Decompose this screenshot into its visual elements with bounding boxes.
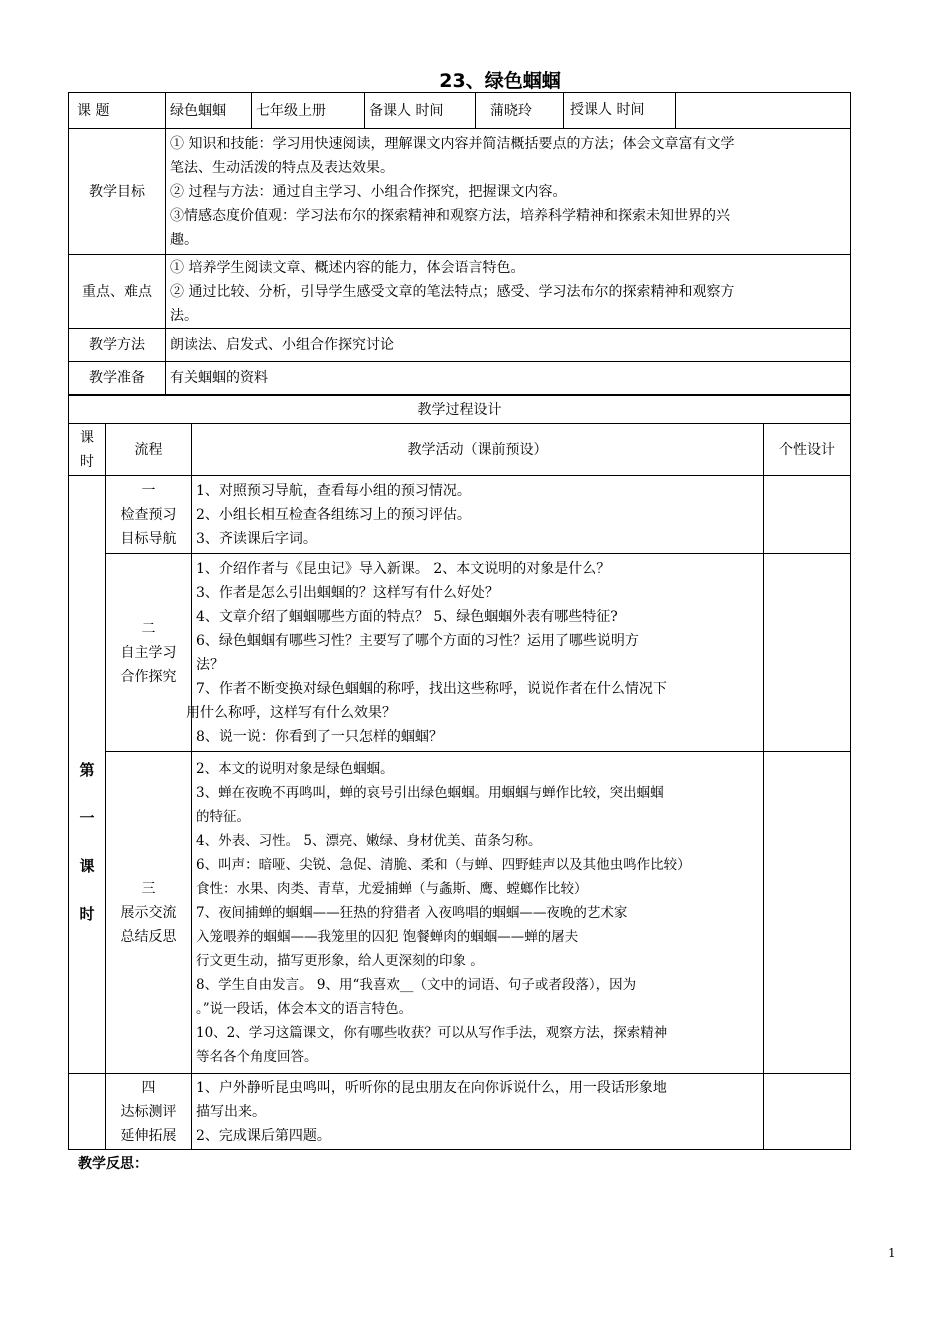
period-label (69, 476, 106, 1074)
keypoints-line: 法。 (170, 307, 198, 324)
flow-header: 流程 (106, 424, 192, 476)
activity-line: 6、叫声：暗哑、尖锐、急促、清脆、柔和（与蝉、四野蛙声以及其他虫鸣作比较） (196, 856, 691, 873)
activity-line: 描写出来。 (196, 1103, 266, 1120)
preparation-value: 有关蝈蝈的资料 (166, 362, 851, 395)
activity-line: 等名各个角度回答。 (196, 1048, 318, 1065)
method-value: 朗读法、启发式、小组合作探究讨论 (166, 329, 851, 362)
flow-cell (106, 752, 192, 1074)
flow-line: 延伸拓展 (120, 1127, 177, 1144)
flow-line: 四 (141, 1079, 156, 1096)
personal-cell (764, 554, 851, 752)
flow-line: 合作探究 (120, 668, 177, 685)
flow-line: 目标导航 (120, 530, 177, 547)
activity-line: 1、对照预习导航，查看每小组的预习情况。 (196, 482, 471, 499)
personal-cell (764, 1074, 851, 1150)
period-char: 第 (79, 760, 95, 779)
flow-line: 总结反思 (120, 928, 177, 945)
period-empty-cell (69, 1074, 106, 1150)
personal-header: 个性设计 (764, 424, 851, 476)
activity-line: 8、学生自由发言。 9、用“我喜欢__（文中的词语、句子或者段落），因为 (196, 976, 637, 993)
flow-cell (106, 1074, 192, 1150)
flow-line: 检查预习 (120, 506, 177, 523)
flow-cell (106, 476, 192, 554)
goals-content (166, 129, 851, 255)
reflection-label: 教学反思： (78, 1156, 148, 1172)
personal-cell (764, 476, 851, 554)
activity-line: 3、作者是怎么引出蝈蝈的？这样写有什么好处？ (196, 584, 499, 601)
activity-line: 的特征。 (196, 808, 250, 825)
activity-cell (192, 1074, 764, 1150)
flow-line: 三 (141, 880, 156, 897)
topic-label: 课 题 (69, 93, 166, 129)
activity-line: 2、小组长相互检查各组练习上的预习评估。 (196, 506, 471, 523)
period-char: 一 (79, 808, 95, 827)
activity-line: 食性：水果、肉类、青草，尤爱捕蝉（与螽斯、鹰、螳螂作比较） (196, 880, 588, 897)
activity-cell (186, 554, 764, 752)
activity-line: 2、本文的说明对象是绿色蝈蝈。 (196, 760, 394, 777)
activity-line: 4、外表、习性。 5、漂亮、嫩绿、身材优美、苗条匀称。 (196, 832, 542, 849)
flow-line: 展示交流 (120, 904, 177, 921)
preparation-label: 教学准备 (69, 362, 166, 395)
goals-line: ② 过程与方法：通过自主学习、小组合作探究，把握课文内容。 (170, 183, 567, 200)
method-label: 教学方法 (69, 329, 166, 362)
activity-line: 4、文章介绍了蝈蝈哪些方面的特点？ 5、绿色蝈蝈外表有哪些特征? (196, 608, 618, 625)
keypoints-content (166, 255, 851, 329)
page-number: 1 (888, 1246, 896, 1260)
activity-line: 3、齐读课后字词。 (196, 530, 317, 547)
teach-label (564, 93, 851, 129)
keypoints-line: ② 通过比较、分析，引导学生感受文章的笔法特点；感受、学习法布尔的探索精神和观察方 (170, 283, 735, 300)
goals-label: 教学目标 (69, 129, 166, 255)
activity-line: 2、完成课后第四题。 (196, 1127, 331, 1144)
process-heading: 教学过程设计 (69, 396, 851, 424)
process-table (68, 395, 851, 1150)
goals-line: 趣。 (170, 231, 198, 248)
flow-cell (106, 554, 192, 752)
activity-line: 10、2、学习这篇课文，你有哪些收获？可以从写作手法，观察方法，探索精神 (196, 1024, 668, 1041)
keypoints-label: 重点、难点 (69, 255, 166, 329)
activity-line: 入笼喂养的蝈蝈——我笼里的囚犯 饱餐蝉肉的蝈蝈——蝉的屠夫 (196, 928, 579, 945)
goals-line: ③情感态度价值观：学习法布尔的探索精神和观察方法，培养科学精神和探索未知世界的兴 (170, 207, 730, 224)
goals-line: 笔法、生动活泼的特点及表达效果。 (170, 159, 394, 176)
activity-cell (192, 752, 764, 1074)
activity-line: 法？ (196, 656, 224, 673)
flow-line: 二 (141, 620, 156, 637)
page-title: 23、绿色蝈蝈 (439, 70, 561, 92)
period-char: 时 (79, 904, 95, 923)
flow-line: 一 (141, 482, 156, 499)
period-header: 课时 (69, 424, 106, 476)
activity-cell (192, 476, 764, 554)
grade-value: 七年级上册 (252, 93, 365, 129)
activity-line: 3、蝉在夜晚不再鸣叫，蝉的哀号引出绿色蝈蝈。用蝈蝈与蝉作比较，突出蝈蝈 (196, 784, 664, 801)
prep-name: 蒲晓玲 (476, 93, 564, 129)
goals-line: ① 知识和技能：学习用快速阅读，理解课文内容并简洁概括要点的方法；体会文章富有文学 (170, 135, 735, 152)
topic-value: 绿色蝈蝈 (166, 93, 252, 129)
activity-line: 。”说一段话，体会本文的语言特色。 (196, 1000, 413, 1017)
keypoints-line: ① 培养学生阅读文章、概述内容的能力，体会语言特色。 (170, 259, 525, 276)
lesson-info-table (68, 92, 851, 395)
flow-line: 自主学习 (120, 644, 177, 661)
activity-line: 行文更生动，描写更形象，给人更深刻的印象 。 (196, 952, 484, 969)
activity-line: 8、说一说：你看到了一只怎样的蝈蝈？ (196, 728, 443, 745)
prep-label: 备课人 时间 (365, 93, 476, 129)
period-char: 课 (79, 856, 95, 875)
activity-line: 7、作者不断变换对绿色蝈蝈的称呼，找出这些称呼，说说作者在什么情况下 (196, 680, 667, 697)
activity-line: 用什么称呼，这样写有什么效果？ (186, 704, 396, 721)
activity-line: 1、户外静听昆虫鸣叫，听听你的昆虫朋友在向你诉说什么，用一段话形象地 (196, 1079, 667, 1096)
activity-header: 教学活动（课前预设） (192, 424, 764, 476)
teach-label-text: 授课人 时间 (564, 93, 676, 128)
activity-line: 1、介绍作者与《昆虫记》导入新课。 2、本文说明的对象是什么？ (196, 560, 611, 577)
flow-line: 达标测评 (120, 1103, 177, 1120)
activity-line: 7、夜间捕蝉的蝈蝈——狂热的狩猎者 入夜鸣唱的蝈蝈——夜晚的艺术家 (196, 904, 628, 921)
activity-line: 6、绿色蝈蝈有哪些习性？主要写了哪个方面的习性？运用了哪些说明方 (196, 632, 639, 649)
personal-cell (764, 752, 851, 1074)
